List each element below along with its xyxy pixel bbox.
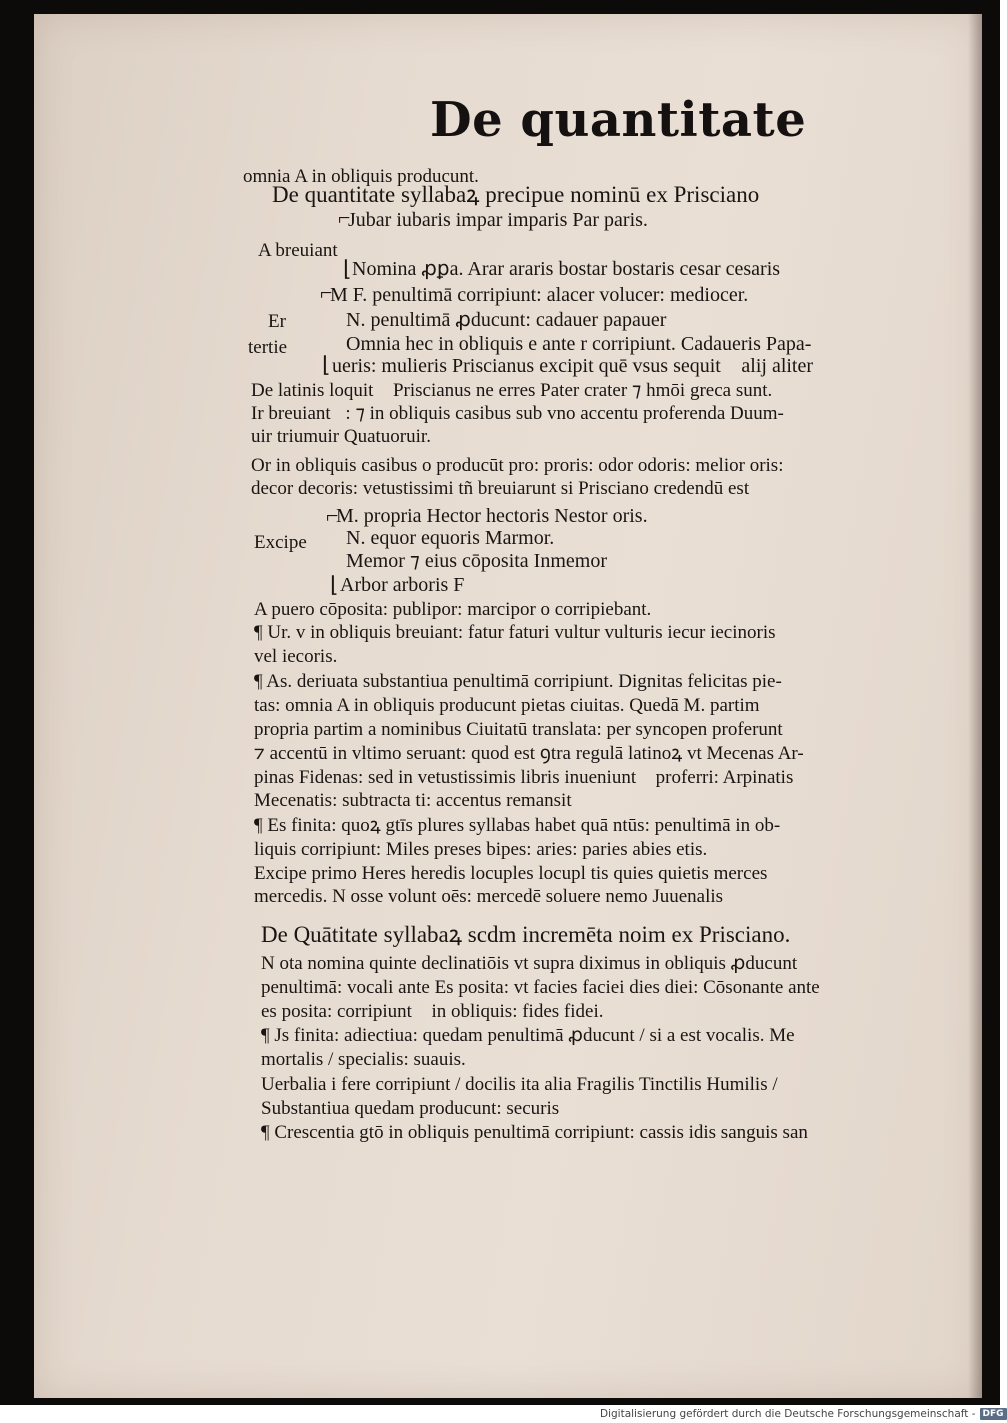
footer-text: Digitalisierung gefördert durch die Deutsche Forschungsgemeinschaft - <box>600 1408 976 1420</box>
page-edge-shadow <box>968 14 982 1398</box>
margin-label: Er <box>268 311 286 332</box>
brace-mark: ⌐ <box>326 503 339 528</box>
text-line: Jubar iubaris impar imparis Par paris. <box>348 209 648 231</box>
brace-mark: ⌐ <box>338 205 351 230</box>
text-line: vel iecoris. <box>254 646 338 667</box>
section-heading: De quantitate syllabaꝝ precipue nominū ex Prisciano <box>272 182 760 207</box>
margin-label: tertie <box>248 337 288 358</box>
text-line: decor decoris: vetustissimi tñ breuiarunt si Prisciano credendū est <box>251 478 750 499</box>
text-line: tas: omnia A in obliquis producunt pietas ciuitas. Quedā M. partim <box>254 695 760 716</box>
section-heading: De Quātitate syllabaꝝ scdm incremēta noim ex Prisciano. <box>261 922 791 947</box>
text-line: N. equor equoris Marmor. <box>346 527 555 549</box>
paragraph-line: ¶ Crescentia gtō in obliquis penultimā corripiunt: cassis idis sanguis san <box>261 1122 808 1143</box>
text-line: mortalis / specialis: suauis. <box>261 1049 466 1070</box>
text-line: Excipe primo Heres heredis locuples locupl tis quies quietis merces <box>254 863 768 884</box>
text-line: mercedis. N osse volunt oēs: mercedē soluere nemo Juuenalis <box>254 886 724 907</box>
paragraph-line: ¶ Ur. v in obliquis breuiant: fatur faturi vultur vulturis iecur iecinoris <box>254 622 776 643</box>
brace-mark: ⌊ <box>322 352 331 377</box>
brace-mark: ⌐ <box>320 280 333 305</box>
text-line: Arbor arboris F <box>340 574 465 596</box>
text-line: penultimā: vocali ante Es posita: vt facies faciei dies diei: Cōsonante ante <box>261 977 820 998</box>
text-line: M. propria Hector hectoris Nestor oris. <box>336 505 648 527</box>
brace-mark: ⌊ <box>330 572 339 597</box>
paragraph-line: ¶ As. deriuata substantiua penultimā corripiunt. Dignitas felicitas pie- <box>254 671 782 692</box>
text-line: uir triumuir Quatuoruir. <box>251 426 431 447</box>
text-line: De latinis loquit᷑ Priscianus ne erres Pater crater ⁊ hmōi greca sunt. <box>251 380 773 401</box>
text-line: ueris: mulieris Priscianus excipit quē vsus sequit᷑ alij aliter <box>332 355 814 377</box>
margin-label: A breuiant <box>258 240 338 261</box>
text-line: propria partim a nominibus Ciuitatū translata: per syncopen proferunt᷑ <box>254 719 798 740</box>
text-line: es posita: corripiunt᷑ in obliquis: fides fidei. <box>261 1001 604 1022</box>
paragraph-line: ¶ Js finita: adiectiua: quedam penultimā ꝓducunt / si a est vocalis. Me <box>261 1025 795 1046</box>
text-line: Mecenatis: subtracta ti: accentus remansit <box>254 790 572 811</box>
text-line: Substantiua quedam producunt: securis <box>261 1098 560 1119</box>
text-line: liquis corripiunt: Miles preses bipes: aries: paries abies etis. <box>254 839 708 860</box>
text-line: Memor ⁊ eius cōposita Inmemor <box>346 550 607 572</box>
digitization-footer <box>600 1406 1004 1423</box>
running-title: De quantitate <box>430 92 807 148</box>
text-line: N ota nomina quinte declinatiōis vt supra diximus in obliquis ꝓducunt <box>261 953 798 974</box>
text-line: A puero cōposita: publipor: marcipor o corripiebant. <box>254 599 652 620</box>
text-line: omnia A in obliquis producunt. <box>243 166 479 187</box>
text-line: N. penultimā ꝓducunt: cadauer papauer <box>346 309 667 331</box>
text-line: ⁊ accentū in vltimo seruant: quod est ꝯtra regulā latinoꝝ vt Mecenas Ar- <box>254 743 804 764</box>
brace-mark: ⌊ <box>343 256 352 281</box>
text-line: Or in obliquis casibus o producūt pro: proris: odor odoris: melior oris: <box>251 455 784 476</box>
paragraph-line: ¶ Es finita: quoꝝ gtīs plures syllabas habet quā ntūs: penultimā in ob- <box>254 815 781 836</box>
text-line: Nomina ꝓꝑa. Arar araris bostar bostaris cesar cesaris <box>352 258 781 280</box>
text-line: Omnia hec in obliquis e ante r corripiunt. Cadaueris Papa- <box>346 333 812 355</box>
text-line: M F. penultimā corripiunt: alacer volucer: mediocer. <box>330 284 749 306</box>
margin-label: Excipe <box>254 532 307 553</box>
dfg-logo: DFG <box>980 1408 1007 1420</box>
text-line: Uerbalia i fere corripiunt / docilis ita alia Fragilis Tinctilis Humilis / <box>261 1074 778 1095</box>
text-line: pinas Fidenas: sed in vetustissimis libris inueniunt᷑ proferri: Arpinatis <box>254 767 794 788</box>
text-line: Ir breuiant᷑: ⁊ in obliquis casibus sub vno accentu proferenda Duum- <box>251 403 784 424</box>
